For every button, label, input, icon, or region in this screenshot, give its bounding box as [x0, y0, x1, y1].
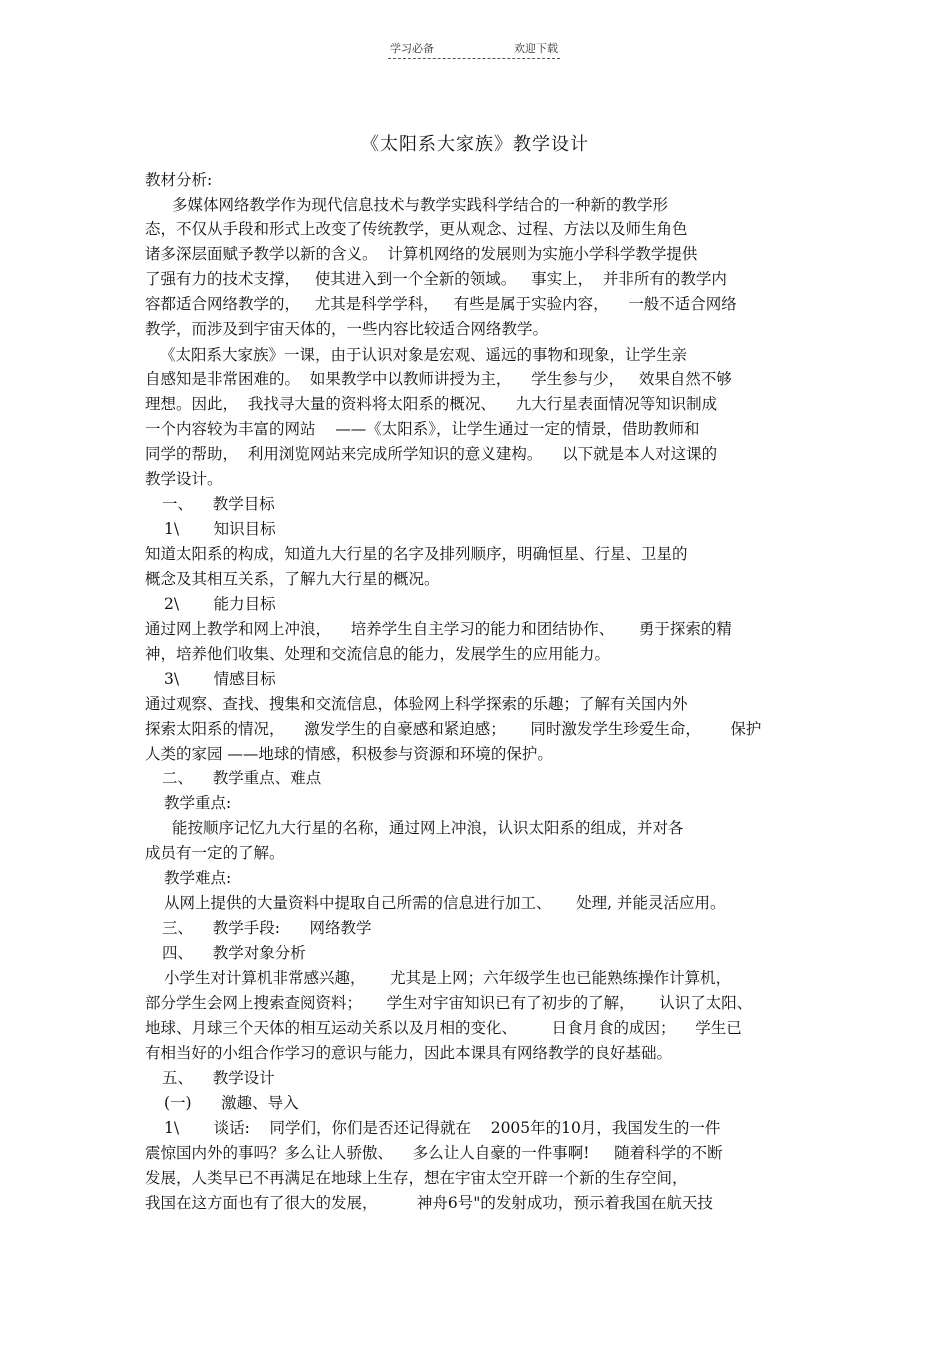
text-line: 探索太阳系的情况， 激发学生的自豪感和紧迫感； 同时激发学生珍爱生命， 保护 — [145, 720, 762, 738]
text-line: 3\ 情感目标 — [164, 670, 276, 688]
text-line: 教学重点: — [164, 794, 232, 812]
text-line: 三、 教学手段: 网络教学 — [162, 919, 372, 937]
text-line: 能按顺序记忆九大行星的名称，通过网上冲浪，认识太阳系的组成，并对各 — [172, 819, 684, 837]
text-line: 发展，人类早已不再满足在地球上生存，想在宇宙太空开辟一个新的生存空间， — [145, 1169, 688, 1187]
text-line: 人类的家园 ——地球的情感，积极参与资源和环境的保护。 — [145, 745, 553, 763]
text-line: 一个内容较为丰富的网站 ——《太阳系》，让学生通过一定的情景，借助教师和 — [145, 420, 700, 438]
text-line: 理想。因此， 我找寻大量的资料将太阳系的概况、 九大行星表面情况等知识制成 — [145, 395, 718, 413]
text-line: 二、 教学重点、难点 — [162, 769, 322, 787]
text-line: (一) 激趣、导入 — [164, 1094, 299, 1112]
header-right-text: 欢迎下载 — [514, 42, 558, 55]
text-line: 态，不仅从手段和形式上改变了传统教学，更从观念、过程、方法以及师生角色 — [145, 220, 688, 238]
text-line: 神，培养他们收集、处理和交流信息的能力，发展学生的应用能力。 — [145, 645, 611, 663]
text-line: 容都适合网络教学的， 尤其是科学学科， 有些是属于实验内容， 一般不适合网络 — [145, 295, 737, 313]
text-line: 地球、月球三个天体的相互运动关系以及月相的变化、 日食月食的成因； 学生已 — [145, 1019, 742, 1037]
text-line: 我国在这方面也有了很大的发展， 神舟6号"的发射成功，预示着我国在航天技 — [145, 1194, 713, 1212]
text-line: 教材分析: — [145, 171, 213, 189]
text-line: 《太阳系大家族》一课，由于认识对象是宏观、遥远的事物和现象，让学生亲 — [160, 346, 688, 364]
text-line: 从网上提供的大量资料中提取自己所需的信息进行加工、 处理, 并能灵活应用。 — [164, 894, 726, 912]
text-line: 同学的帮助， 利用浏览网站来完成所学知识的意义建构。 以下就是本人对这课的 — [145, 445, 718, 463]
text-line: 1\ 知识目标 — [164, 520, 276, 538]
text-line: 教学设计。 — [145, 470, 223, 488]
text-line: 2\ 能力目标 — [164, 595, 276, 613]
text-line: 1\ 谈话: 同学们，你们是否还记得就在 2005年的10月，我国发生的一件 — [164, 1119, 721, 1137]
text-line: 诸多深层面赋予教学以新的含义。 计算机网络的发展则为实施小学科学教学提供 — [145, 245, 698, 263]
text-line: 部分学生会网上搜索查阅资料； 学生对宇宙知识已有了初步的了解， 认识了太阳、 — [145, 994, 753, 1012]
text-line: 震惊国内外的事吗？多么让人骄傲、 多么让人自豪的一件事啊! 随着科学的不断 — [145, 1144, 723, 1162]
text-line: 五、 教学设计 — [162, 1069, 275, 1087]
text-line: 教学难点: — [164, 869, 232, 887]
text-line: 多媒体网络教学作为现代信息技术与教学实践科学结合的一种新的教学形 — [172, 196, 669, 214]
text-line: 有相当好的小组合作学习的意识与能力，因此本课具有网络教学的良好基础。 — [145, 1044, 673, 1062]
text-line: 概念及其相互关系，了解九大行星的概况。 — [145, 570, 440, 588]
text-line: 一、 教学目标 — [162, 495, 275, 513]
text-line: 小学生对计算机非常感兴趣， 尤其是上网；六年级学生也已能熟练操作计算机， — [164, 969, 732, 987]
text-line: 教学，而涉及到宇宙天体的，一些内容比较适合网络教学。 — [145, 320, 549, 338]
text-line: 成员有一定的了解。 — [145, 844, 285, 862]
text-line: 了强有力的技术支撑， 使其进入到一个全新的领域。 事实上， 并非所有的教学内 — [145, 270, 727, 288]
text-line: 自感知是非常困难的。 如果教学中以教师讲授为主， 学生参与少， 效果自然不够 — [145, 370, 732, 388]
document-title: 《太阳系大家族》教学设计 — [361, 134, 589, 155]
text-line: 通过网上教学和网上冲浪， 培养学生自主学习的能力和团结协作、 勇于探索的精 — [145, 620, 732, 638]
text-line: 通过观察、查找、搜集和交流信息，体验网上科学探索的乐趣；了解有关国内外 — [145, 695, 688, 713]
header-left-text: 学习必备 — [390, 42, 434, 55]
text-line: 四、 教学对象分析 — [162, 944, 306, 962]
text-line: 知道太阳系的构成，知道九大行星的名字及排列顺序，明确恒星、行星、卫星的 — [145, 545, 688, 563]
